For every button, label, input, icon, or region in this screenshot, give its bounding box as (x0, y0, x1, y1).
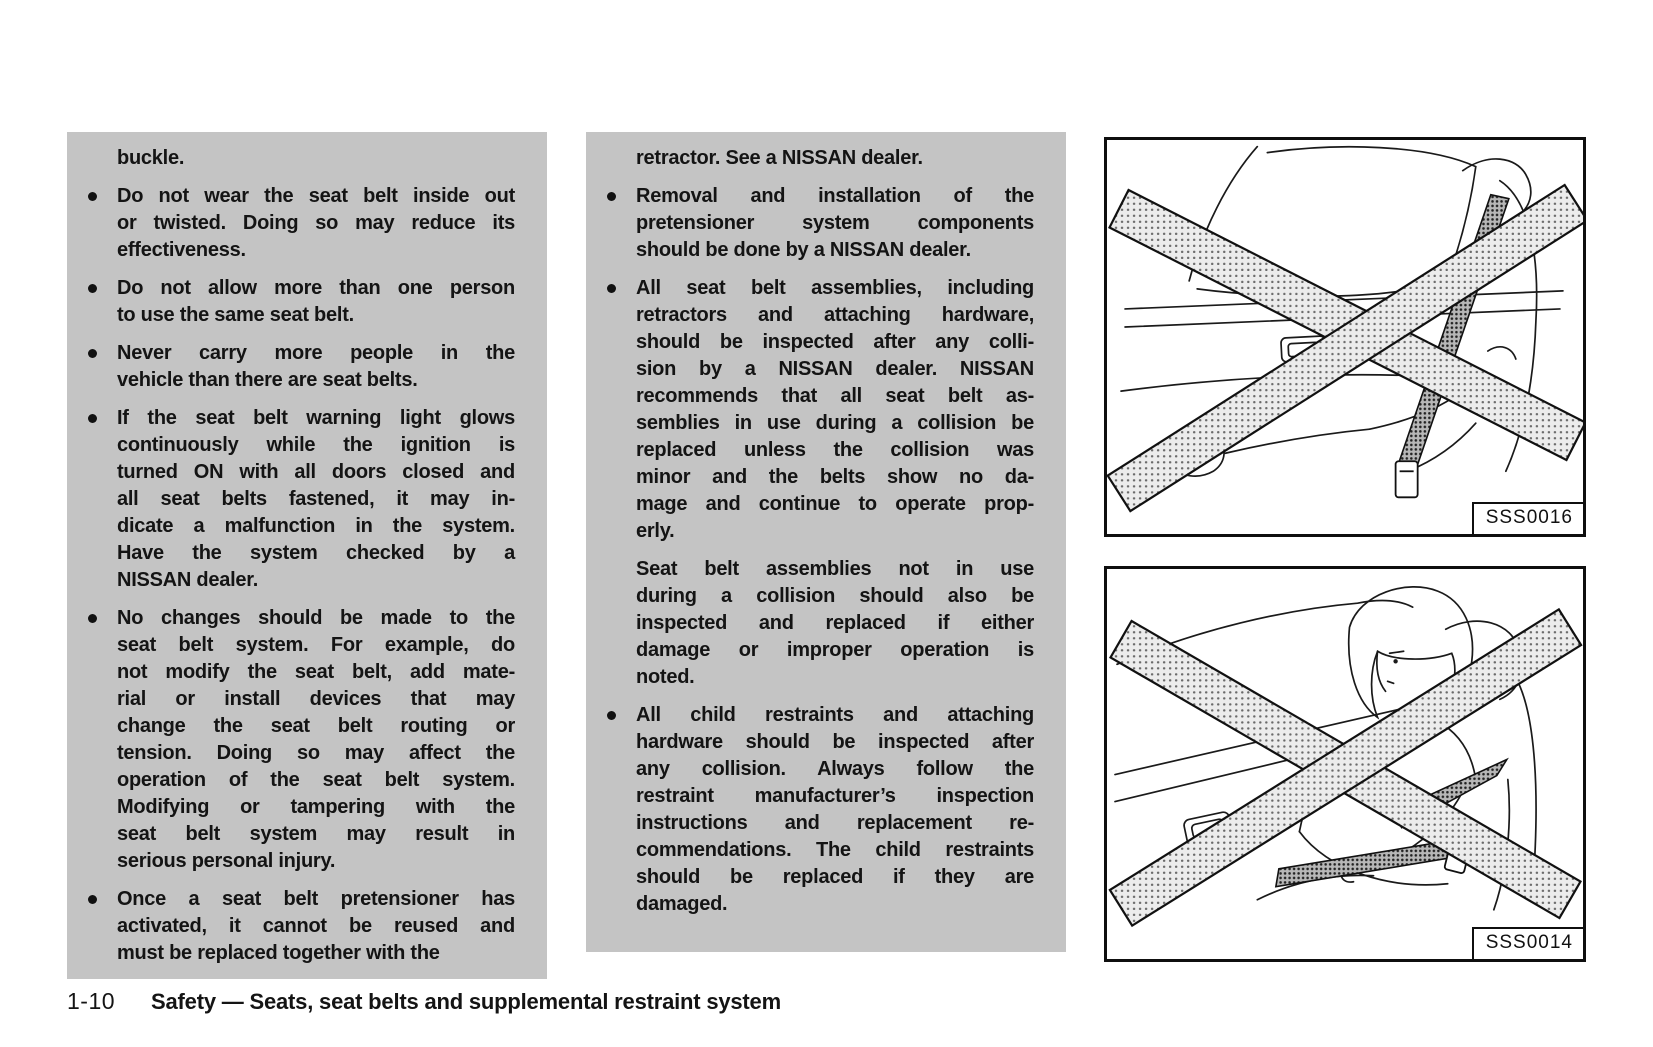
bullet-spacer (586, 556, 636, 691)
text-line: rial or install devices that may (117, 688, 515, 710)
text-line: Seat belt assemblies not in use (636, 558, 1034, 580)
bullet-cell (67, 275, 117, 329)
bullet-dot-icon (88, 349, 97, 358)
left-text-panel (67, 132, 547, 979)
figure-sss0016 (1104, 137, 1586, 537)
bullet-dot-icon (607, 284, 616, 293)
text-line: retractors and attaching hardware, (636, 304, 1034, 326)
list-item-text (117, 145, 515, 172)
bullet-dot-icon (88, 895, 97, 904)
bullet-dot-icon (88, 614, 97, 623)
bullet-cell (586, 275, 636, 545)
text-line: operation of the seat belt system. (117, 769, 515, 791)
text-line: restraint manufacturer’s inspection (636, 785, 1034, 807)
text-line: semblies in use during a collision be (636, 412, 1034, 434)
text-line: tension. Doing so may affect the (117, 742, 515, 764)
list-item-text (636, 702, 1034, 918)
text-line: Once a seat belt pretensioner has (117, 888, 515, 910)
list-item-text (636, 275, 1034, 545)
bullet-cell (67, 183, 117, 264)
bullet-dot-icon (88, 414, 97, 423)
list-item-text (117, 605, 515, 875)
text-line: commendations. The child restraints (636, 839, 1034, 861)
text-line: NISSAN dealer. (117, 569, 259, 591)
text-line: Do not allow more than one person (117, 277, 515, 299)
continuation-text-item (586, 145, 1066, 172)
text-line: Never carry more people in the (117, 342, 515, 364)
text-line: damage or improper operation is (636, 639, 1034, 661)
bullet-list-item (67, 405, 547, 594)
text-line: serious personal injury. (117, 850, 336, 872)
text-line: minor and the belts show no da- (636, 466, 1034, 488)
bullet-cell (67, 340, 117, 394)
bullet-cell (586, 702, 636, 918)
bullet-dot-icon (88, 284, 97, 293)
text-line: should be replaced if they are (636, 866, 1034, 888)
list-item-text (117, 183, 515, 264)
page-footer (67, 988, 781, 1015)
bullet-dot-icon (607, 192, 616, 201)
bullet-list-item (586, 275, 1066, 545)
text-line: instructions and replacement re- (636, 812, 1034, 834)
list-item-text (117, 275, 515, 329)
figure-sss0014 (1104, 566, 1586, 962)
list-item-text (636, 556, 1034, 691)
prohibition-x-icon (1110, 609, 1581, 925)
text-line: Do not wear the seat belt inside out (117, 185, 515, 207)
text-line: to use the same seat belt. (117, 304, 354, 326)
text-line: activated, it cannot be reused and (117, 915, 515, 937)
bullet-list-item (67, 275, 547, 329)
text-line: turned ON with all doors closed and (117, 461, 515, 483)
bullet-dot-icon (607, 711, 616, 720)
figure-label: SSS0016 (1472, 502, 1583, 534)
list-item-text (117, 405, 515, 594)
text-line: If the seat belt warning light glows (117, 407, 515, 429)
continuation-text-item (67, 145, 547, 172)
text-line: effectiveness. (117, 239, 246, 261)
middle-text-panel (586, 132, 1066, 952)
list-item-text (117, 340, 515, 394)
text-line: inspected and replaced if either (636, 612, 1034, 634)
text-line: retractor. See a NISSAN dealer. (636, 147, 923, 169)
text-line: Modifying or tampering with the (117, 796, 515, 818)
prohibited-seat-belt-use-illustration (1107, 140, 1583, 534)
text-line: buckle. (117, 147, 185, 169)
bullet-spacer (67, 145, 117, 172)
bullet-list-item (67, 340, 547, 394)
list-item-text (117, 886, 515, 967)
prohibition-x-icon (1108, 185, 1583, 511)
bullet-list-item (67, 886, 547, 967)
text-line: should be inspected after any colli- (636, 331, 1034, 353)
text-line: mage and continue to operate prop- (636, 493, 1034, 515)
text-line: dicate a malfunction in the system. (117, 515, 515, 537)
text-line: not modify the seat belt, add mate- (117, 661, 515, 683)
continuation-text-item (586, 556, 1066, 691)
bullet-cell (67, 605, 117, 875)
text-line: must be replaced together with the (117, 942, 440, 964)
text-line: recommends that all seat belt as- (636, 385, 1034, 407)
text-line: should be done by a NISSAN dealer. (636, 239, 971, 261)
text-line: replaced unless the collision was (636, 439, 1034, 461)
text-line: sion by a NISSAN dealer. NISSAN (636, 358, 1034, 380)
bullet-list-item (67, 183, 547, 264)
bullet-list-item (586, 702, 1066, 918)
bullet-spacer (586, 145, 636, 172)
text-line: No changes should be made to the (117, 607, 515, 629)
bullet-cell (67, 886, 117, 967)
text-line: or twisted. Doing so may reduce its (117, 212, 515, 234)
bullet-cell (586, 183, 636, 264)
prohibited-belt-under-arm-illustration (1107, 569, 1583, 959)
list-item-text (636, 183, 1034, 264)
page-number: 1-10 (67, 988, 116, 1014)
text-line: seat belt system. For example, do (117, 634, 515, 656)
bullet-list-item (67, 605, 547, 875)
text-line: Removal and installation of the (636, 185, 1034, 207)
text-line: continuously while the ignition is (117, 434, 515, 456)
text-line: erly. (636, 520, 675, 542)
text-line: all seat belts fastened, it may in- (117, 488, 515, 510)
text-line: pretensioner system components (636, 212, 1034, 234)
bullet-cell (67, 405, 117, 594)
text-line: damaged. (636, 893, 728, 915)
text-line: any collision. Always follow the (636, 758, 1034, 780)
text-line: vehicle than there are seat belts. (117, 369, 418, 391)
bullet-list-item (586, 183, 1066, 264)
bullet-dot-icon (88, 192, 97, 201)
text-line: noted. (636, 666, 695, 688)
text-line: All seat belt assemblies, including (636, 277, 1034, 299)
footer-section-title: Safety — Seats, seat belts and supplemental restraint system (151, 989, 781, 1014)
text-line: Have the system checked by a (117, 542, 515, 564)
text-line: seat belt system may result in (117, 823, 515, 845)
text-line: change the seat belt routing or (117, 715, 515, 737)
text-line: All child restraints and attaching (636, 704, 1034, 726)
text-line: hardware should be inspected after (636, 731, 1034, 753)
figure-label: SSS0014 (1472, 927, 1583, 959)
text-line: during a collision should also be (636, 585, 1034, 607)
list-item-text (636, 145, 1034, 172)
